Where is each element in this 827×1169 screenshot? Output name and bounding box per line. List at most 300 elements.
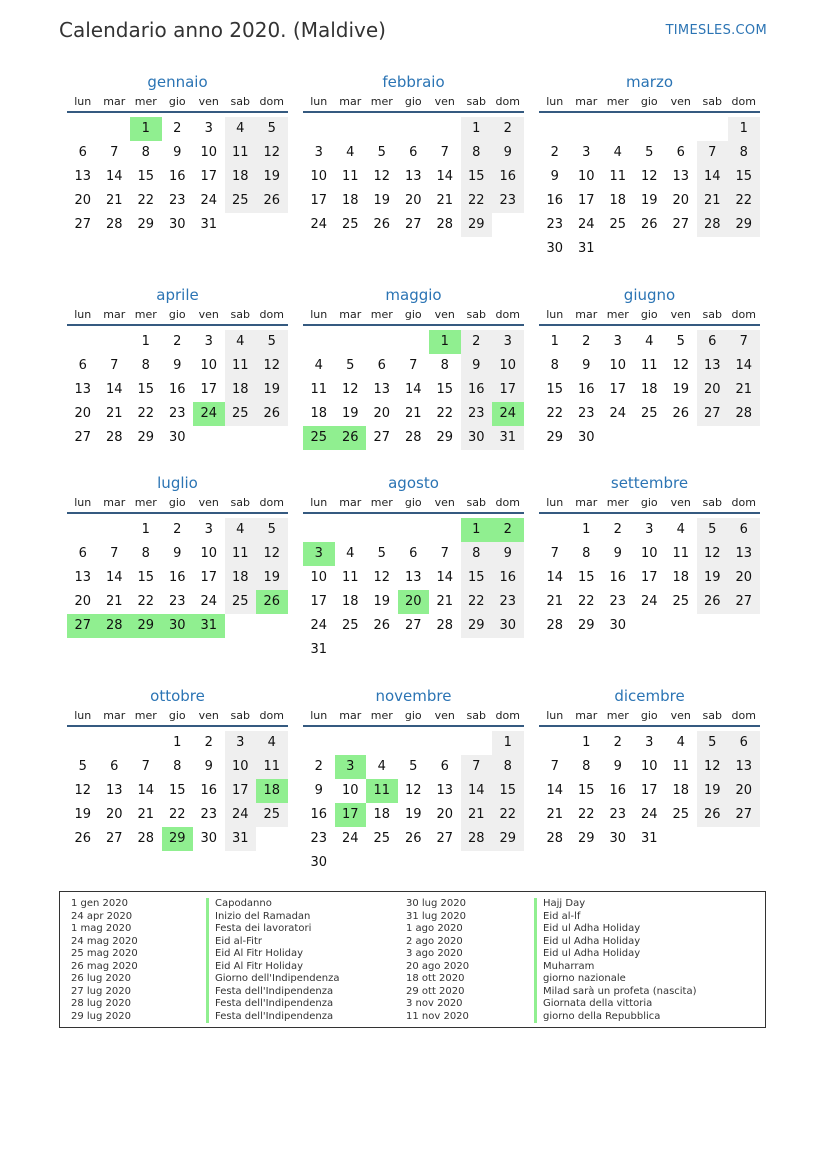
day-cell: 31 (310, 642, 328, 657)
holiday-day-cell: 18 (256, 779, 288, 803)
day-cell: 4 (346, 145, 355, 160)
weekday-label: lun (546, 709, 564, 722)
day-cell: 20 (105, 807, 123, 822)
holiday-day-cell: 17 (335, 803, 367, 827)
day-cell: 25 (640, 406, 658, 421)
weekday-label: dom (259, 95, 284, 108)
day-cell: 3 (204, 522, 213, 537)
month-agosto (303, 472, 524, 658)
day-cell: 13 (404, 570, 422, 585)
month-name: gennaio (147, 73, 208, 91)
weekday-label: gio (640, 308, 658, 321)
weekday-header (67, 707, 288, 727)
holiday-name: Festa dell'Indipendenza (206, 998, 340, 1011)
day-cell: 15 (461, 566, 493, 590)
day-cell: 20 (74, 594, 92, 609)
day-cell: 9 (613, 759, 622, 774)
day-cell: 16 (168, 382, 186, 397)
holiday-date: 28 lug 2020 (71, 998, 131, 1009)
day-cell: 12 (373, 570, 391, 585)
day-cell: 19 (697, 779, 729, 803)
day-cell: 7 (728, 330, 760, 354)
weekday-label: mer (370, 308, 393, 321)
month-marzo (539, 71, 760, 257)
weekday-label: dom (495, 709, 520, 722)
day-cell: 12 (697, 542, 729, 566)
day-cell: 5 (78, 759, 87, 774)
day-cell: 27 (404, 217, 422, 232)
day-cell: 19 (404, 807, 422, 822)
day-cell: 27 (697, 402, 729, 426)
day-cell: 10 (200, 145, 218, 160)
day-cell: 1 (173, 735, 182, 750)
day-grid (303, 326, 524, 470)
day-cell: 22 (137, 193, 155, 208)
holiday-name: Milad sarà un profeta (nascita) (534, 986, 697, 999)
holiday-date: 1 gen 2020 (71, 898, 129, 909)
day-cell: 10 (200, 546, 218, 561)
day-cell: 14 (546, 570, 564, 585)
holiday-name: Inizio del Ramadan (206, 911, 340, 924)
day-cell: 17 (200, 570, 218, 585)
day-cell: 1 (141, 334, 150, 349)
day-cell: 6 (78, 546, 87, 561)
weekday-label: gio (168, 95, 186, 108)
day-cell: 26 (697, 803, 729, 827)
day-cell: 30 (168, 430, 186, 445)
day-grid (303, 514, 524, 658)
day-cell: 19 (256, 165, 288, 189)
day-cell: 16 (168, 169, 186, 184)
holiday-date: 30 lug 2020 (406, 898, 466, 909)
weekday-label: dom (259, 308, 284, 321)
weekday-label: lun (74, 496, 92, 509)
day-cell: 17 (310, 594, 328, 609)
month-name: aprile (156, 286, 199, 304)
month-name: giugno (623, 286, 676, 304)
day-cell: 29 (436, 430, 454, 445)
day-cell: 18 (609, 193, 627, 208)
month-name: febbraio (382, 73, 445, 91)
day-cell: 9 (550, 169, 559, 184)
day-cell: 15 (728, 165, 760, 189)
holiday-date: 3 ago 2020 (406, 948, 463, 959)
day-cell: 9 (492, 542, 524, 566)
day-cell: 10 (200, 358, 218, 373)
weekday-header (67, 306, 288, 326)
day-cell: 1 (728, 117, 760, 141)
day-cell: 26 (697, 590, 729, 614)
day-cell: 29 (137, 430, 155, 445)
day-cell: 28 (546, 831, 564, 846)
day-cell: 31 (640, 831, 658, 846)
day-cell: 29 (546, 430, 564, 445)
weekday-label: gio (640, 95, 658, 108)
day-cell: 1 (550, 334, 559, 349)
day-cell: 24 (640, 807, 658, 822)
day-cell: 29 (728, 213, 760, 237)
day-cell: 18 (310, 406, 328, 421)
day-cell: 8 (492, 755, 524, 779)
day-cell: 23 (168, 594, 186, 609)
day-cell: 7 (550, 546, 559, 561)
day-cell: 18 (672, 783, 690, 798)
weekday-label: dom (731, 95, 756, 108)
day-cell: 9 (461, 354, 493, 378)
day-cell: 23 (546, 217, 564, 232)
day-cell: 19 (640, 193, 658, 208)
weekday-label: ven (198, 709, 219, 722)
day-grid (67, 326, 288, 470)
day-cell: 10 (310, 570, 328, 585)
day-cell: 10 (341, 783, 359, 798)
day-cell: 9 (173, 546, 182, 561)
day-cell: 4 (225, 117, 257, 141)
holiday-day-cell: 3 (335, 755, 367, 779)
holiday-legend (59, 891, 766, 1028)
day-cell: 27 (373, 430, 391, 445)
weekday-label: gio (168, 496, 186, 509)
day-cell: 28 (461, 827, 493, 851)
weekday-label: dom (731, 308, 756, 321)
day-cell: 22 (168, 807, 186, 822)
weekday-label: gio (404, 308, 422, 321)
day-cell: 31 (577, 241, 595, 256)
day-cell: 3 (204, 334, 213, 349)
holiday-date: 29 ott 2020 (406, 985, 465, 997)
month-name: marzo (625, 73, 674, 91)
weekday-label: gio (404, 709, 422, 722)
weekday-label: mer (134, 308, 157, 321)
weekday-label: sab (702, 496, 722, 509)
day-cell: 4 (676, 735, 685, 750)
day-cell: 23 (200, 807, 218, 822)
holiday-date: 26 lug 2020 (71, 973, 131, 984)
day-cell: 18 (341, 594, 359, 609)
day-cell: 2 (613, 522, 622, 537)
month-name: maggio (385, 286, 442, 304)
day-cell: 24 (640, 594, 658, 609)
holiday-date: 1 ago 2020 (406, 923, 463, 934)
day-cell: 15 (492, 779, 524, 803)
day-cell: 25 (341, 618, 359, 633)
day-cell: 15 (546, 382, 564, 397)
day-cell: 6 (409, 546, 418, 561)
day-cell: 12 (373, 169, 391, 184)
day-cell: 21 (546, 807, 564, 822)
day-cell: 5 (697, 731, 729, 755)
holiday-day-cell: 29 (130, 614, 162, 638)
day-cell: 20 (728, 779, 760, 803)
day-cell: 16 (577, 382, 595, 397)
day-cell: 8 (582, 759, 591, 774)
weekday-label: sab (702, 709, 722, 722)
day-cell: 8 (141, 546, 150, 561)
day-grid (67, 514, 288, 658)
day-cell: 12 (697, 755, 729, 779)
holiday-day-cell: 3 (303, 542, 335, 566)
day-cell: 9 (204, 759, 213, 774)
day-cell: 2 (582, 334, 591, 349)
month-name: agosto (388, 474, 439, 492)
day-cell: 23 (492, 590, 524, 614)
day-cell: 10 (640, 546, 658, 561)
day-cell: 6 (728, 518, 760, 542)
day-cell: 28 (105, 430, 123, 445)
day-cell: 6 (377, 358, 386, 373)
weekday-label: lun (310, 709, 328, 722)
weekday-label: mer (606, 496, 629, 509)
day-cell: 15 (137, 382, 155, 397)
month-febbraio (303, 71, 524, 257)
weekday-label: ven (670, 496, 691, 509)
day-cell: 31 (200, 217, 218, 232)
weekday-label: gio (640, 709, 658, 722)
day-cell: 21 (105, 193, 123, 208)
weekday-label: lun (74, 308, 92, 321)
day-cell: 11 (256, 755, 288, 779)
weekday-label: mar (339, 496, 362, 509)
day-cell: 15 (168, 783, 186, 798)
day-cell: 22 (137, 594, 155, 609)
holiday-dates-left (71, 898, 138, 1023)
weekday-label: mar (575, 709, 598, 722)
day-cell: 3 (645, 735, 654, 750)
day-cell: 8 (173, 759, 182, 774)
day-cell: 14 (697, 165, 729, 189)
day-cell: 18 (341, 193, 359, 208)
month-novembre (303, 685, 524, 871)
day-cell: 13 (672, 169, 690, 184)
day-cell: 14 (137, 783, 155, 798)
day-cell: 13 (728, 542, 760, 566)
day-cell: 6 (697, 330, 729, 354)
day-cell: 23 (609, 594, 627, 609)
holiday-day-cell: 1 (429, 330, 461, 354)
day-cell: 22 (461, 189, 493, 213)
weekday-label: ven (434, 308, 455, 321)
weekday-label: mer (606, 308, 629, 321)
weekday-header (539, 707, 760, 727)
day-cell: 22 (436, 406, 454, 421)
day-cell: 13 (74, 169, 92, 184)
day-cell: 29 (577, 831, 595, 846)
day-cell: 27 (74, 217, 92, 232)
day-cell: 18 (225, 378, 257, 402)
day-cell: 7 (461, 755, 493, 779)
holiday-day-cell: 28 (99, 614, 131, 638)
weekday-label: mar (339, 308, 362, 321)
weekday-label: mar (103, 496, 126, 509)
day-cell: 20 (373, 406, 391, 421)
holiday-date: 26 mag 2020 (71, 960, 138, 972)
day-cell: 23 (461, 402, 493, 426)
day-cell: 30 (609, 618, 627, 633)
day-cell: 20 (697, 378, 729, 402)
day-cell: 16 (461, 378, 493, 402)
weekday-label: ven (198, 95, 219, 108)
holiday-name: Muharram (534, 961, 697, 974)
day-cell: 28 (404, 430, 422, 445)
day-cell: 28 (436, 217, 454, 232)
day-cell: 26 (373, 217, 391, 232)
weekday-label: lun (74, 709, 92, 722)
holiday-day-cell: 1 (130, 117, 162, 141)
holiday-date: 20 ago 2020 (406, 960, 470, 972)
day-cell: 11 (341, 169, 359, 184)
day-cell: 7 (141, 759, 150, 774)
weekday-label: mar (575, 95, 598, 108)
day-cell: 6 (728, 731, 760, 755)
weekday-label: lun (74, 95, 92, 108)
day-cell: 5 (676, 334, 685, 349)
day-cell: 13 (74, 570, 92, 585)
holiday-name: Festa dei lavoratori (206, 923, 340, 936)
day-cell: 3 (613, 334, 622, 349)
holiday-day-cell: 20 (398, 590, 430, 614)
weekday-label: ven (670, 308, 691, 321)
day-cell: 3 (225, 731, 257, 755)
weekday-label: ven (198, 496, 219, 509)
holiday-name: Hajj Day (534, 898, 697, 911)
day-cell: 25 (341, 217, 359, 232)
day-cell: 26 (256, 189, 288, 213)
day-cell: 4 (645, 334, 654, 349)
day-cell: 30 (577, 430, 595, 445)
month-name: novembre (375, 687, 452, 705)
day-cell: 7 (110, 145, 119, 160)
day-cell: 11 (225, 141, 257, 165)
day-cell: 25 (225, 590, 257, 614)
day-cell: 30 (546, 241, 564, 256)
holiday-date: 24 apr 2020 (71, 910, 133, 922)
weekday-label: sab (702, 308, 722, 321)
day-cell: 11 (225, 542, 257, 566)
holiday-name: Eid al-Fitr (206, 936, 340, 949)
weekday-label: mar (339, 95, 362, 108)
weekday-label: gio (404, 95, 422, 108)
day-cell: 5 (346, 358, 355, 373)
day-cell: 23 (577, 406, 595, 421)
day-cell: 2 (550, 145, 559, 160)
day-cell: 30 (461, 426, 493, 450)
day-cell: 25 (609, 217, 627, 232)
day-cell: 19 (256, 378, 288, 402)
page-title: Calendario anno 2020. (Maldive) (59, 18, 386, 42)
day-cell: 7 (550, 759, 559, 774)
day-cell: 8 (550, 358, 559, 373)
holiday-name: Eid al-lf (534, 911, 697, 924)
day-cell: 4 (676, 522, 685, 537)
weekday-label: dom (495, 496, 520, 509)
day-cell: 26 (256, 402, 288, 426)
day-cell: 2 (314, 759, 323, 774)
month-ottobre (67, 685, 288, 871)
day-cell: 6 (110, 759, 119, 774)
holiday-day-cell: 1 (461, 518, 493, 542)
day-cell: 12 (672, 358, 690, 373)
day-cell: 15 (577, 783, 595, 798)
day-cell: 6 (676, 145, 685, 160)
day-cell: 10 (225, 755, 257, 779)
holiday-day-cell: 2 (492, 518, 524, 542)
brand-link[interactable]: TIMESLES.COM (665, 23, 767, 38)
day-cell: 24 (577, 217, 595, 232)
holiday-day-cell: 29 (162, 827, 194, 851)
day-cell: 30 (609, 831, 627, 846)
day-cell: 1 (461, 117, 493, 141)
day-cell: 27 (672, 217, 690, 232)
weekday-label: mar (103, 308, 126, 321)
day-cell: 16 (492, 165, 524, 189)
day-cell: 2 (173, 121, 182, 136)
day-cell: 10 (310, 169, 328, 184)
day-cell: 27 (728, 803, 760, 827)
day-cell: 17 (310, 193, 328, 208)
day-cell: 7 (110, 358, 119, 373)
holiday-date: 1 mag 2020 (71, 923, 132, 934)
day-cell: 3 (645, 522, 654, 537)
weekday-label: mer (370, 709, 393, 722)
day-cell: 21 (697, 189, 729, 213)
day-cell: 22 (461, 590, 493, 614)
weekday-label: mer (606, 709, 629, 722)
day-cell: 17 (640, 570, 658, 585)
holiday-date: 31 lug 2020 (406, 910, 466, 922)
day-cell: 15 (137, 169, 155, 184)
day-cell: 4 (225, 518, 257, 542)
day-cell: 11 (225, 354, 257, 378)
day-cell: 8 (461, 542, 493, 566)
day-cell: 23 (310, 831, 328, 846)
weekday-label: sab (230, 95, 250, 108)
day-cell: 30 (200, 831, 218, 846)
day-cell: 24 (609, 406, 627, 421)
holiday-date: 11 nov 2020 (406, 1010, 469, 1022)
weekday-label: lun (310, 496, 328, 509)
day-cell: 13 (74, 382, 92, 397)
day-cell: 26 (404, 831, 422, 846)
day-cell: 29 (577, 618, 595, 633)
day-cell: 17 (609, 382, 627, 397)
day-cell: 6 (409, 145, 418, 160)
day-cell: 14 (546, 783, 564, 798)
weekday-label: lun (546, 496, 564, 509)
weekday-label: sab (702, 95, 722, 108)
weekday-header (303, 306, 524, 326)
day-cell: 12 (404, 783, 422, 798)
day-cell: 2 (613, 735, 622, 750)
weekday-label: dom (495, 308, 520, 321)
holiday-date: 2 ago 2020 (406, 935, 463, 947)
day-cell: 20 (74, 193, 92, 208)
day-cell: 8 (728, 141, 760, 165)
day-cell: 21 (436, 594, 454, 609)
day-grid (539, 113, 760, 257)
weekday-header (67, 93, 288, 113)
month-name: ottobre (150, 687, 205, 705)
day-cell: 20 (74, 406, 92, 421)
month-luglio (67, 472, 288, 658)
day-cell: 27 (404, 618, 422, 633)
weekday-label: mar (103, 95, 126, 108)
day-cell: 3 (492, 330, 524, 354)
weekday-label: gio (168, 709, 186, 722)
day-cell: 18 (672, 570, 690, 585)
day-cell: 27 (74, 430, 92, 445)
day-cell: 19 (373, 594, 391, 609)
day-cell: 1 (582, 522, 591, 537)
